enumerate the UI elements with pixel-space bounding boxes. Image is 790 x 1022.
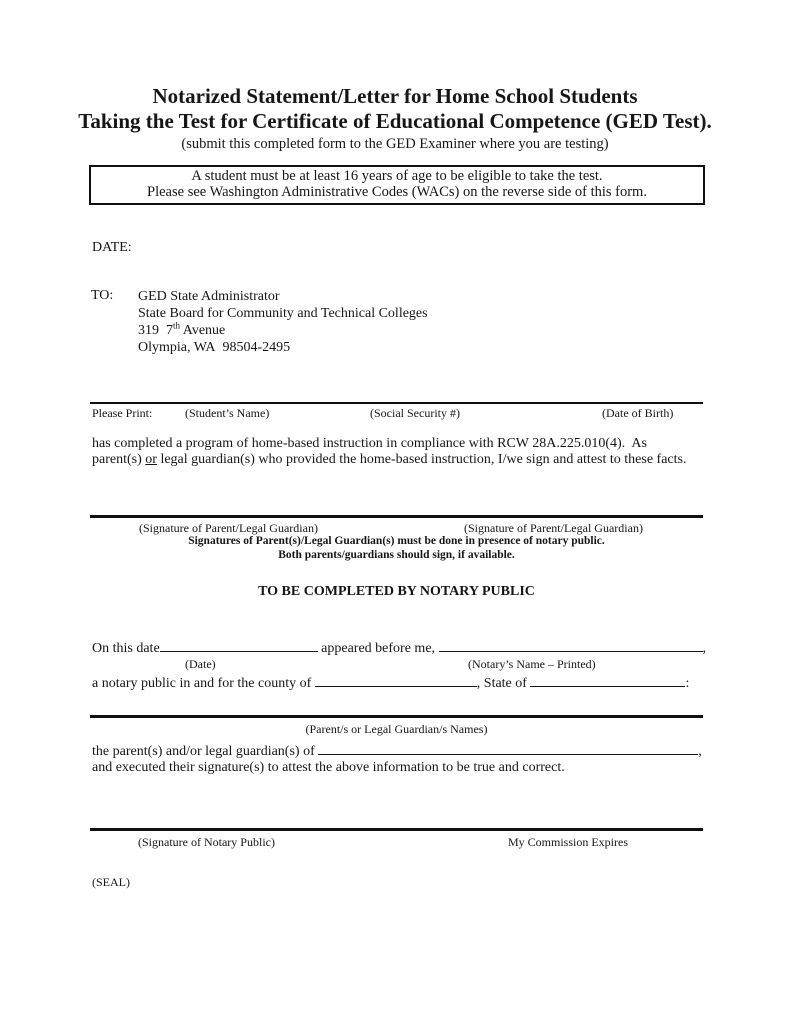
- notary-signature-caption-label: (Signature of Notary Public): [138, 835, 275, 849]
- parents-names-caption-label: (Parent/s or Legal Guardian/s Names): [305, 722, 488, 736]
- notice-line2: Please see Washington Administrative Codes (WACs) on the reverse side of this form.: [147, 183, 647, 200]
- guardian-signature-line: [90, 515, 703, 518]
- seal-label: (SEAL): [92, 875, 130, 889]
- attestation-line1: has completed a program of home-based instruction in compliance with RCW 28A.225.010(4). As: [92, 436, 647, 451]
- guardian-signature-label-left: (Signature of Parent/Legal Guardian): [139, 521, 318, 535]
- date-caption-label: (Date): [185, 657, 216, 671]
- student-name-label: (Student’s Name): [185, 406, 270, 420]
- ssn-label: (Social Security #): [370, 406, 460, 420]
- commission-expires-label: My Commission Expires: [508, 835, 629, 849]
- recipient-address: [138, 288, 428, 356]
- notary-name-blank-line: [439, 651, 703, 652]
- notary-section-heading: TO BE COMPLETED BY NOTARY PUBLIC: [258, 584, 535, 599]
- county-blank-line: [315, 686, 477, 687]
- please-print-label: Please Print:: [92, 406, 153, 420]
- recipient-line1: GED State Administrator: [138, 289, 280, 304]
- guardian-signature-label-right: (Signature of Parent/Legal Guardian): [464, 521, 643, 535]
- recipient-line3: 319 7th Avenue: [138, 320, 226, 338]
- form-subtitle: (submit this completed form to the GED Examiner where you are testing): [181, 136, 609, 152]
- form-title-line1: Notarized Statement/Letter for Home School Students: [152, 84, 638, 108]
- recipient-line4: Olympia, WA 98504-2495: [138, 340, 291, 355]
- executed-signature-line: and executed their signature(s) to attest the above information to be true and correct.: [92, 760, 565, 775]
- county-state-line: a notary public in and for the county of , State of :: [92, 676, 690, 691]
- parents-of-line: the parent(s) and/or legal guardian(s) of ,: [92, 744, 702, 759]
- to-label: TO:: [91, 288, 114, 303]
- ordinal-superscript: th: [173, 320, 181, 331]
- parents-names-line: [90, 715, 703, 718]
- eligibility-notice-box: [89, 165, 705, 205]
- parents-names-blank-line: [318, 754, 698, 755]
- notary-name-caption-label: (Notary’s Name – Printed): [468, 657, 596, 671]
- recipient-line2: State Board for Community and Technical Colleges: [138, 306, 428, 321]
- state-blank-line: [530, 686, 685, 687]
- dob-label: (Date of Birth): [602, 406, 674, 420]
- student-info-divider: [90, 402, 703, 404]
- attestation-line2: parent(s) or legal guardian(s) who provided the home-based instruction, I/we sign and attest to these facts.: [92, 452, 687, 467]
- underlined-or: or: [145, 452, 157, 467]
- notary-presence-note: Signatures of Parent(s)/Legal Guardian(s) must be done in presence of notary public.: [188, 535, 605, 547]
- notary-date-line: On this date appeared before me, ,: [92, 641, 707, 656]
- date-blank-line: [160, 651, 318, 652]
- date-label: DATE:: [92, 240, 132, 255]
- both-parents-note: Both parents/guardians should sign, if available.: [278, 549, 515, 561]
- notice-line1: A student must be at least 16 years of age to be eligible to take the test.: [191, 168, 603, 184]
- notary-signature-line: [90, 828, 703, 831]
- form-title-line2: Taking the Test for Certificate of Educational Competence (GED Test).: [78, 109, 712, 133]
